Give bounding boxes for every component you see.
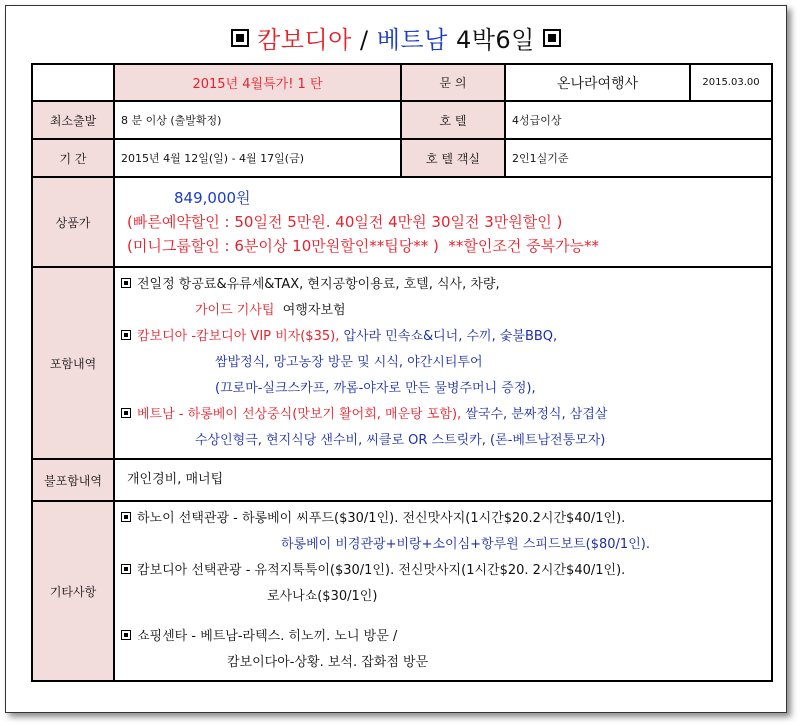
- hotel-label: 호 텔: [401, 101, 505, 139]
- excluded-label: 불포함내역: [32, 459, 114, 501]
- period-label: 기 간: [32, 139, 114, 177]
- group-discount: (미니그룹할인 : 6분이상 10만원할인**팁당** ) **할인조건 중복가능**: [127, 237, 600, 255]
- square-bullet-icon: [121, 512, 131, 522]
- list-item: 하노이 선택관광 - 하롱베이 씨푸드($30/1인). 전신맛사지(1시간$20.2시간$40/1인).: [121, 506, 765, 532]
- empty-cell: [32, 64, 114, 101]
- min-departure-label: 최소출발: [32, 101, 114, 139]
- square-bullet-icon: [121, 630, 131, 640]
- list-item: 캄보디아 선택관광 - 유적지툭툭이($30/1인). 전신맛사지(1시간$20. 2시간$40/1인).: [121, 558, 765, 584]
- square-bullet-icon: [121, 278, 131, 288]
- title-duration: 4박6일: [455, 26, 535, 54]
- period-value: 2015년 4월 12일(일) - 4월 17일(금): [114, 139, 401, 177]
- list-item: (끄로마-실크스카프, 까롬-야자로 만든 물병주머니 증정),: [215, 381, 536, 396]
- list-item: 캄보이다아-상황. 보석. 잡화점 방문: [227, 655, 429, 670]
- excluded-value: 개인경비, 매너팁: [127, 472, 224, 487]
- list-item: 쌈밥정식, 망고농장 방문 및 시식, 야간시티투어: [215, 355, 483, 370]
- list-item: 쇼핑센타 - 베트남-라텍스. 히노끼. 노니 방문 /: [121, 624, 765, 650]
- table-row: [32, 177, 772, 267]
- price-cell: [114, 177, 772, 267]
- page-title: [6, 20, 786, 55]
- list-item: 로사나쇼($30/1인): [267, 589, 378, 604]
- table-row: [32, 139, 772, 177]
- title-cambodia: 캄보디아: [257, 26, 352, 54]
- early-booking-discount: (빠른예약할인 : 50일전 5만원. 40일전 4만원 30일전 3만원할인 ): [127, 213, 563, 231]
- list-item: 하롱베이 비경관광+비랑+소이심+항루원 스피드보트($80/1인).: [281, 537, 650, 552]
- table-row: [32, 101, 772, 139]
- tour-info-table: [31, 63, 773, 682]
- table-row: [32, 501, 772, 681]
- included-cell: [114, 267, 772, 459]
- square-bullet-icon: [121, 564, 131, 574]
- table-row: [32, 64, 772, 101]
- list-item: 가이드 기사팁 여행자보험: [195, 303, 346, 318]
- price-label: 상품가: [32, 177, 114, 267]
- list-item: 전일정 항공료&유류세&TAX, 현지공항이용료, 호텔, 식사, 차량,: [121, 272, 765, 298]
- table-row: [32, 459, 772, 501]
- inquiry-label: 문 의: [401, 64, 505, 101]
- agency-name: 온나라여행사: [505, 64, 690, 101]
- square-bullet-icon: [121, 408, 131, 418]
- title-vietnam: 베트남: [376, 26, 448, 54]
- excluded-cell: [114, 459, 772, 501]
- room-label: 호 텔 객실: [401, 139, 505, 177]
- list-item: 수상인형극, 현지식당 샌수비, 씨클로 OR 스트릿카, (론-베트남전통모자): [195, 433, 606, 448]
- table-row: [32, 267, 772, 459]
- price-amount: 849,000원: [174, 189, 251, 207]
- other-cell: [114, 501, 772, 681]
- doc-date: 2015.03.00: [690, 64, 772, 101]
- square-bullet-icon: [543, 29, 561, 47]
- list-item: 캄보디아 -캄보디아 VIP 비자($35), 압사라 민속쇼&디너, 수끼, 숯불BBQ,: [121, 324, 765, 350]
- spacer: [121, 610, 765, 624]
- included-label: 포함내역: [32, 267, 114, 459]
- list-item: 베트남 - 하롱베이 선상중식(맛보기 활어회, 매운탕 포함), 쌀국수, 분짜정식, 삼겹살: [121, 402, 765, 428]
- room-value: 2인1실기준: [505, 139, 772, 177]
- hotel-value: 4성급이상: [505, 101, 772, 139]
- title-separator: /: [360, 26, 369, 54]
- promo-label: 2015년 4월특가! 1 탄: [114, 64, 401, 101]
- min-departure-value: 8 분 이상 (출발확정): [114, 101, 401, 139]
- square-bullet-icon: [231, 29, 249, 47]
- other-label: 기타사항: [32, 501, 114, 681]
- square-bullet-icon: [121, 330, 131, 340]
